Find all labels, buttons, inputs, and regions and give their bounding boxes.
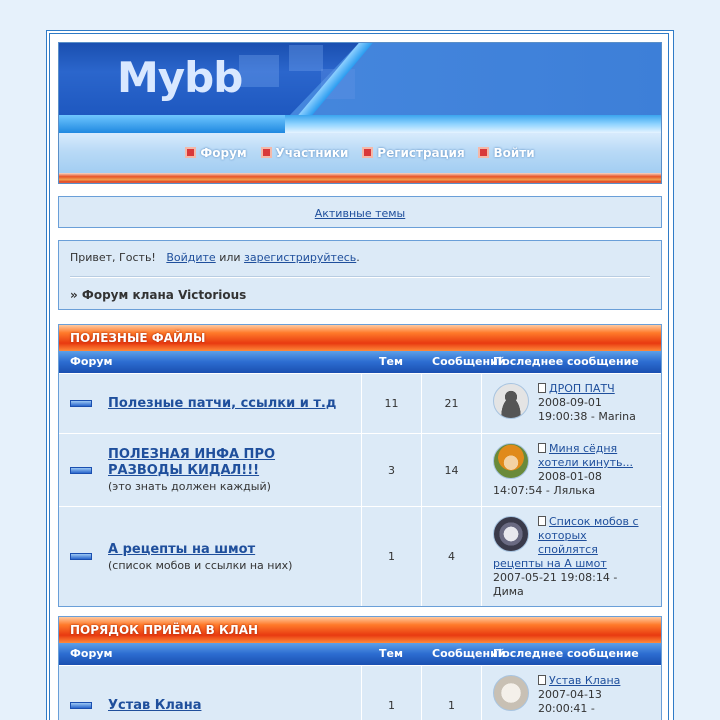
- last-post-date: 2008-09-01: [538, 396, 602, 409]
- forum-cell: [59, 507, 362, 606]
- last-post-link[interactable]: ДРОП ПАТЧ: [549, 382, 615, 395]
- category-title[interactable]: ПОРЯДОК ПРИЁМА В КЛАН: [59, 617, 661, 643]
- user-avatar: [493, 675, 529, 711]
- user-avatar: [493, 443, 529, 479]
- last-post-cell: [482, 434, 661, 506]
- nav-bullet-icon: [185, 147, 196, 158]
- col-topics: Тем: [379, 647, 403, 660]
- welcome-box: [58, 240, 662, 310]
- col-forum: Форум: [70, 355, 113, 368]
- forum-cell: [59, 666, 362, 720]
- period-text: .: [356, 251, 360, 264]
- col-last-post: Последнее сообщение: [493, 355, 639, 368]
- welcome-line: [70, 251, 650, 264]
- posts-count: 4: [422, 507, 482, 606]
- forum-cell: [59, 374, 362, 433]
- col-posts: Сообщений: [432, 647, 506, 660]
- last-post-link[interactable]: Список мобов с которых спойлятся рецепты на А шмот: [493, 515, 639, 570]
- banner-square: [239, 55, 279, 87]
- forum-title-link[interactable]: ПОЛЕЗНАЯ ИНФА ПРО РАЗВОДЫ КИДАЛ!!!: [108, 447, 276, 478]
- greeting-text: Привет, Гость!: [70, 251, 156, 264]
- last-post-link[interactable]: Устав Клана: [549, 674, 621, 687]
- last-post-date: 2007-05-21 19:08:14 -: [493, 571, 618, 584]
- posts-count: 14: [422, 434, 482, 506]
- user-avatar: [493, 383, 529, 419]
- post-icon: [538, 675, 546, 685]
- last-post-time-author: Дима: [493, 585, 524, 598]
- posts-count: 21: [422, 374, 482, 433]
- forum-row: [59, 373, 661, 433]
- header: [58, 42, 662, 184]
- last-post-cell: [482, 507, 661, 606]
- column-headers: [59, 351, 661, 373]
- last-post-link[interactable]: Миня сёдня хотели кинуть...: [538, 442, 633, 469]
- topics-count: 11: [362, 374, 422, 433]
- last-post-time-author: 19:00:38 - Marina: [538, 410, 636, 423]
- posts-count: 1: [422, 666, 482, 720]
- header-rule: [59, 173, 661, 184]
- last-post-time-author: 14:07:54 - Лялька: [493, 484, 596, 497]
- active-topics-bar: [58, 196, 662, 228]
- forum-info: [108, 698, 201, 714]
- forum-icon: [70, 467, 92, 474]
- column-headers: [59, 643, 661, 665]
- forum-row: [59, 506, 661, 606]
- nav-bullet-icon: [261, 147, 272, 158]
- col-topics: Тем: [379, 355, 403, 368]
- col-forum: Форум: [70, 647, 113, 660]
- last-post-date: 2007-04-13: [538, 688, 602, 701]
- forum-icon: [70, 553, 92, 560]
- forum-row: [59, 665, 661, 720]
- banner-square: [289, 45, 323, 71]
- site-logo[interactable]: Mybb: [117, 53, 243, 102]
- nav-forum[interactable]: Форум: [185, 146, 246, 160]
- topics-count: 1: [362, 507, 422, 606]
- forum-description: (это знать должен каждый): [108, 480, 271, 493]
- last-post-date: 2008-01-08: [538, 470, 602, 483]
- post-icon: [538, 383, 546, 393]
- forum-title-link[interactable]: Устав Клана: [108, 697, 202, 713]
- banner-bottom-left: [59, 115, 285, 133]
- register-link[interactable]: зарегистрируйтесь: [244, 251, 357, 264]
- category-useful-files: [58, 324, 662, 607]
- forum-info: [108, 447, 288, 493]
- nav-bullet-icon: [478, 147, 489, 158]
- active-topics-link[interactable]: Активные темы: [314, 207, 406, 220]
- forum-title-link[interactable]: Полезные патчи, ссылки и т.д: [108, 395, 337, 411]
- forum-info: [108, 542, 292, 572]
- or-text: или: [219, 251, 241, 264]
- forum-title-link[interactable]: А рецепты на шмот: [108, 541, 256, 557]
- divider: [70, 276, 650, 278]
- user-avatar: [493, 516, 529, 552]
- forum-icon: [70, 702, 92, 709]
- last-post-cell: [482, 374, 661, 433]
- topics-count: 3: [362, 434, 422, 506]
- breadcrumb: » Форум клана Victorious: [70, 288, 247, 302]
- col-last-post: Последнее сообщение: [493, 647, 639, 660]
- forum-icon: [70, 400, 92, 407]
- post-icon: [538, 516, 546, 526]
- page-frame: [58, 42, 662, 720]
- last-post-time-author: 20:00:41 -: [538, 702, 595, 715]
- forum-row: [59, 433, 661, 506]
- nav-members[interactable]: Участники: [261, 146, 349, 160]
- nav-register[interactable]: Регистрация: [362, 146, 464, 160]
- forum-cell: [59, 434, 362, 506]
- nav-login[interactable]: Войти: [478, 146, 534, 160]
- last-post-cell: [482, 666, 661, 720]
- forum-description: (список мобов и ссылки на них): [108, 558, 293, 572]
- navbar: [59, 133, 661, 173]
- category-title[interactable]: ПОЛЕЗНЫЕ ФАЙЛЫ: [59, 325, 661, 351]
- col-posts: Сообщений: [432, 355, 506, 368]
- post-icon: [538, 443, 546, 453]
- category-clan-admission: [58, 616, 662, 720]
- nav-bullet-icon: [362, 147, 373, 158]
- forum-info: [108, 396, 336, 412]
- topics-count: 1: [362, 666, 422, 720]
- login-link[interactable]: Войдите: [166, 251, 216, 264]
